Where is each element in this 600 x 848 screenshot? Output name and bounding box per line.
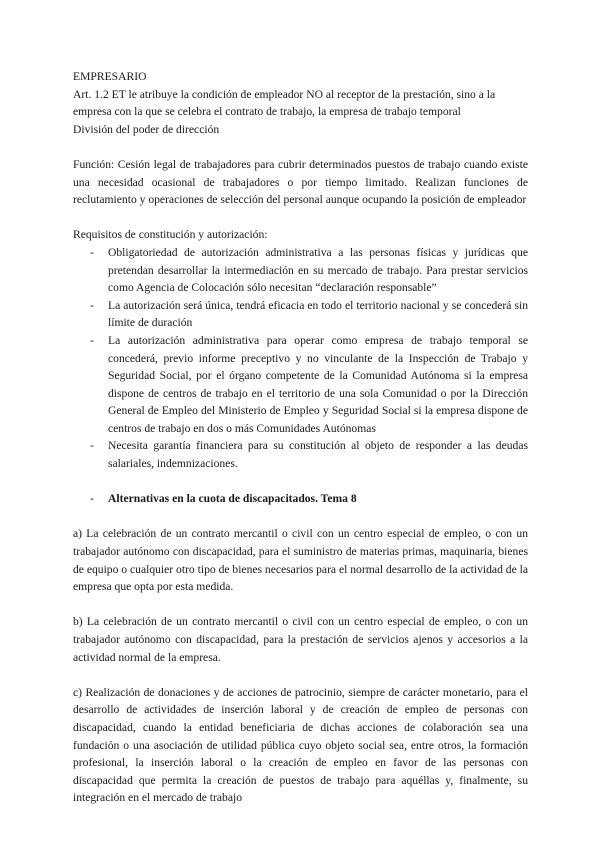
document-page (73, 68, 528, 807)
list-item-text: La autorización administrativa para operar como empresa de trabajo temporal se concederá, previo informe preceptivo y no vinculante de la Inspección de Trabajo y Seguridad Social, por el órgano competente de la Comunidad Autónoma si la empresa dispone de centros de trabajo en el territorio de una sola Comunidad o por la Dirección General de Empleo del Ministerio de Empleo y Seguridad Social si la empresa dispone de centros de trabajo en dos o más Comunidades Autónomas (108, 333, 528, 435)
list-item-text: Obligatoriedad de autorización administrativa a las personas físicas y jurídicas que pretendan desarrollar la intermediación en su mercado de trabajo. Para prestar servicios como Agencia de Colocación sólo necesitan “declaración responsable” (108, 245, 528, 295)
art-paragraph: Art. 1.2 ET le atribuye la condición de empleador NO al receptor de la prestación, sino a la empresa con la que se celebra el contrato de trabajo, la empresa de trabajo temporal (73, 87, 496, 119)
list-dash: - (90, 298, 94, 312)
list-item (73, 244, 528, 297)
alternativas-heading (73, 490, 528, 508)
list-dash: - (90, 439, 94, 453)
spacer (73, 209, 528, 227)
division-line: División del poder de dirección (73, 122, 220, 136)
spacer (73, 508, 528, 526)
requisitos-title: Requisitos de constitución y autorización: (73, 228, 268, 242)
paragraph-c: c) Realización de donaciones y de acciones de patrocinio, siempre de carácter monetario, para el desarrollo de actividades de inserción laboral y de creación de empleo de personas con discapacidad, cuando la entidad beneficiaria de dichas acciones de colaboración sea una fundación o una asociación de utilidad pública cuyo objeto social sea, entre otros, la formación profesional, la inserción laboral o la creación de empleo en favor de las personas con discapacidad que permita la creación de puestos de trabajo para aquéllas y, finalmente, su integración en el mercado de trabajo (73, 685, 528, 805)
list-item (73, 297, 528, 332)
heading-empresario: EMPRESARIO (73, 70, 147, 83)
list-item-text: Necesita garantía financiera para su constitución al objeto de responder a las deudas salariales, indemnizaciones. (108, 439, 528, 471)
paragraph-a: a) La celebración de un contrato mercantil o civil con un centro especial de empleo, o con un trabajador autónomo con discapacidad, para el suministro de materias primas, maquinaria, bienes de equipo o cualquier otro tipo de bienes necesarios para el normal desarrollo de la actividad de la empresa que opta por esta medida. (73, 527, 528, 594)
alternativas-title: Alternativas en la cuota de discapacitados. Tema 8 (108, 492, 357, 506)
requisitos-list (73, 244, 528, 473)
spacer (73, 666, 528, 684)
list-item-text: La autorización será única, tendrá eficacia en todo el territorio nacional y se concederá sin límite de duración (108, 298, 528, 330)
list-dash: - (90, 245, 94, 259)
spacer (73, 138, 528, 156)
paragraph-b: b) La celebración de un contrato mercantil o civil con un centro especial de empleo, o con un trabajador autónomo con discapacidad, para la prestación de servicios ajenos y accesorios a la actividad normal de la empresa. (73, 615, 528, 664)
list-item (73, 437, 528, 472)
list-dash: - (90, 333, 94, 347)
list-dash: - (90, 492, 94, 506)
spacer (73, 596, 528, 614)
funcion-paragraph: Función: Cesión legal de trabajadores para cubrir determinados puestos de trabajo cuando existe una necesidad ocasional de trabajadores o por tiempo limitado. Realizan funciones de reclutamiento y operaciones de selección del personal aunque ocupando la posición de empleador (73, 157, 528, 207)
list-item (73, 332, 528, 438)
spacer (73, 473, 528, 491)
